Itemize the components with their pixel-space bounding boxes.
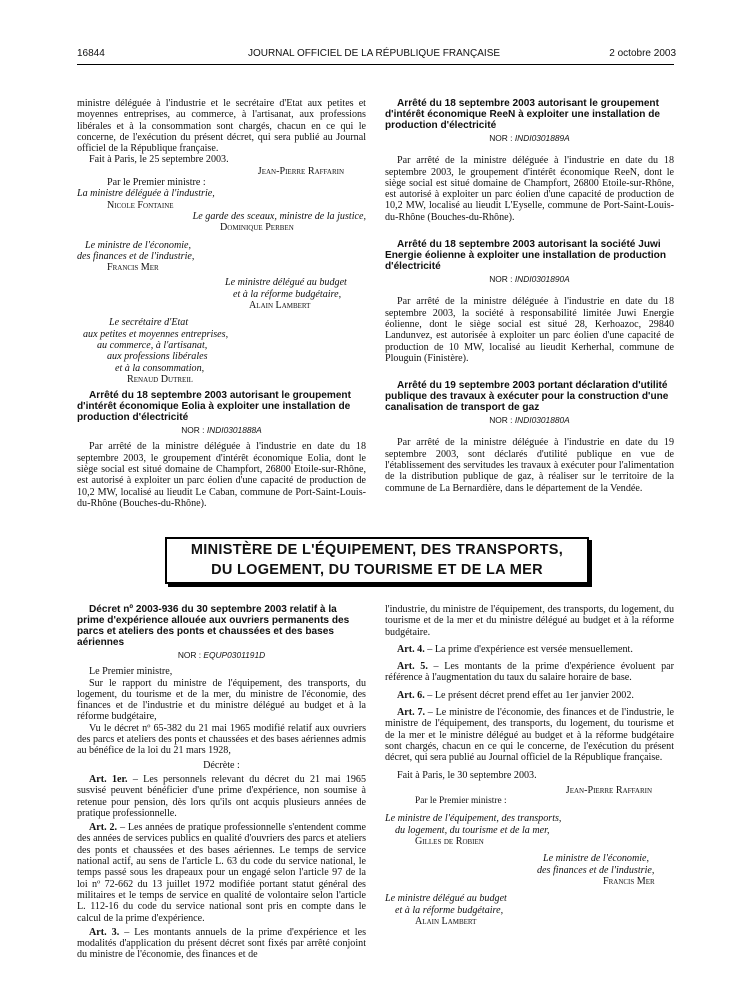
signatory-name: Alain Lambert	[249, 300, 311, 312]
article-2: Art. 2. – Les années de pratique professionnelle s'entendent comme des années de services publics en qualité d'ouvriers des parcs et ateliers des ponts et chaussées et des bases aériennes. Le temps de service national actif, au sens de l'article L. 63 du code du service national, le temps passé sous les drapeaux pour un engagé selon l'article 97 de la loi nº 72-662 du 13 juillet 1972 modifiée portant statut général des militaires et le temps de service en qualité de volontaire selon l'article L. 112-16 du code du service national sont pris en compte dans le calcul de la prime d'expérience.	[77, 822, 367, 924]
fait-a-paris: Fait à Paris, le 25 septembre 2003.	[89, 154, 229, 166]
article-3: Art. 3. – Les montants annuels de la prime d'expérience et les modalités d'application du présent décret sont fixés par arrêté conjoint du ministre de l'économie, des finances et de	[77, 926, 366, 961]
signatory-name: Dominique Perben	[220, 222, 294, 234]
signatory-title: Le garde des sceaux, ministre de la justice,	[192, 210, 366, 222]
article-4: Art. 4. – La prime d'expérience est versée mensuellement.	[397, 643, 633, 655]
signatory-title: des finances et de l'industrie,	[537, 864, 655, 876]
signatory-name: Francis Mer	[603, 875, 655, 887]
nor-reference: NOR : INDI0301890A	[489, 274, 570, 285]
arrete-title: Arrêté du 18 septembre 2003 autorisant le groupement d'intérêt économique ReeN à exploiter une installation de production d'électricité	[385, 98, 660, 131]
signatory-title: La ministre déléguée à l'industrie,	[77, 188, 215, 200]
par-premier-ministre: Par le Premier ministre :	[415, 796, 507, 807]
signatory-title: et à la réforme budgétaire,	[233, 288, 342, 300]
signatory-title: du logement, du tourisme et de la mer,	[395, 824, 550, 836]
header-rule	[77, 64, 674, 65]
signatory-title: et à la consommation,	[115, 362, 205, 374]
signatory-title: Le ministre de l'équipement, des transports,	[385, 813, 562, 825]
decrete: Décrète :	[203, 759, 240, 771]
signatory-name: Gilles de Robien	[415, 836, 484, 848]
signatory-title: Le ministre de l'économie,	[85, 239, 192, 251]
publication-date: 2 octobre 2003	[609, 48, 676, 59]
article-3-continued: l'industrie, du ministre de l'équipement, des transports, du logement, du tourisme et de la mer et du ministre délégué au budget et à la réforme budgétaire.	[385, 604, 674, 638]
signatory-name: Renaud Dutreil	[127, 373, 193, 385]
decree-continuation: ministre déléguée à l'industrie et le secrétaire d'Etat aux petites et moyennes entreprises, au commerce, à l'artisanat, aux professions libérales et à la consommation sont chargés, chacun en ce qui le concerne, de l'exécution du présent décret, qui sera publié au Journal officiel de la République française.	[77, 98, 366, 155]
article-1: Art. 1er. – Les personnels relevant du décret du 21 mai 1965 susvisé peuvent bénéficier d'une prime d'expérience, non soumise à retenue pour pension, dès lors qu'ils ont acquis plusieurs années de pratique professionnelle.	[77, 773, 366, 819]
nor-reference: NOR : INDI0301889A	[489, 133, 570, 143]
arrete-eolia	[77, 390, 366, 509]
signatory-title: Le ministre délégué au budget	[385, 893, 507, 905]
signatory-title: Le ministre de l'économie,	[543, 853, 650, 865]
decret-title: Décret nº 2003-936 du 30 septembre 2003 relatif à la prime d'expérience allouée aux ouvriers permanents des parcs et ateliers des ponts et chaussées et des bases aériennes	[77, 604, 350, 648]
decret-preamble: Vu le décret nº 65-382 du 21 mai 1965 modifié relatif aux ouvriers des parcs et ateliers des ponts et chaussées et des bases aériennes admis au bénéfice de la loi du 21 mars 1928,	[77, 722, 366, 757]
ministry-line: DU LOGEMENT, DU TOURISME ET DE LA MER	[211, 562, 543, 578]
decret-preamble: Le Premier ministre,	[89, 666, 173, 678]
arrete-body: Par arrêté de la ministre déléguée à l'industrie en date du 19 septembre 2003, sont déclarés d'utilité publique en vue de l'établissement des servitudes les travaux à exécuter pour l'alimentation de la distribution publique de gaz, à réaliser sur le territoire de la commune de La Bernardière, dans le département de la Vendée.	[385, 437, 674, 494]
arrete-title: Arrêté du 18 septembre 2003 autorisant la société Juwi Energie éolienne à exploiter une installation de production d'électricité	[385, 239, 666, 273]
lower-left-column	[77, 604, 366, 961]
signer-name: Jean-Pierre Raffarin	[565, 784, 652, 796]
arrete-body: Par arrêté de la ministre déléguée à l'industrie en date du 18 septembre 2003, la société à responsabilité limitée Juwi Energie éolienne, dont le siège social est situé 28, Kerhoazoc, 29840 Landunvez, est autorisée à exploiter un parc éolien d'une capacité de production de 10 MW, localisé au lieudit Kerherhal, commune de Plouguin (Finistère).	[385, 296, 674, 364]
signer-name: Jean-Pierre Raffarin	[257, 165, 344, 177]
signatory-name: Nicole Fontaine	[107, 199, 174, 211]
signatory-name: Alain Lambert	[415, 915, 477, 927]
nor-reference: NOR : INDI0301880A	[489, 415, 570, 426]
upper-right-column	[385, 98, 674, 504]
signatory-title: et à la réforme budgétaire,	[395, 904, 504, 916]
signatory-title: aux professions libérales	[107, 351, 208, 363]
arrete-body: Par arrêté de la ministre déléguée à l'industrie en date du 18 septembre 2003, le groupement d'intérêt économique Eolia, dont le siège social est situé domaine de Champfort, 26800 Etoile-sur-Rhône, est autorisé à exploiter un parc éolien d'une capacité de production de 10,2 MW, localisé au lieudit Le Caban, commune de Port-Saint-Louis-du-Rhône (Bouches-du-Rhône).	[77, 441, 366, 509]
lower-right-column	[385, 604, 674, 927]
upper-left-column	[77, 98, 366, 519]
signatory-name: Francis Mer	[107, 262, 159, 274]
ministry-heading	[165, 537, 589, 584]
arrete-reen	[385, 98, 674, 223]
nor-reference: NOR : EQUP0301191D	[177, 650, 266, 660]
arrete-body: Par arrêté de la ministre déléguée à l'industrie en date du 18 septembre 2003, le groupement d'intérêt économique ReeN, dont le siège social est situé domaine de Champfort, 26800 Etoile-sur-Rhône, est autorisé à exploiter un parc éolien d'une capacité de production de 10,2 MW, localisé au lieudit L'Eyselle, commune de Port-Saint-Louis-du-Rhône (Bouches-du-Rhône).	[385, 155, 674, 223]
article-7: Art. 7. – Le ministre de l'économie, des finances et de l'industrie, le ministre de l'équipement, des transports, du logement, du tourisme et de la mer et le ministre délégué au budget et à la réforme budgétaire sont chargés, chacun en ce qui le concerne, de l'exécution du présent décret, qui sera publié au Journal officiel de la République française.	[385, 707, 674, 764]
signatory-title: des finances et de l'industrie,	[77, 250, 195, 262]
journal-title: JOURNAL OFFICIEL DE LA RÉPUBLIQUE FRANÇAISE	[247, 48, 501, 59]
signatory-title: aux petites et moyennes entreprises,	[83, 328, 229, 340]
signatory-title: Le ministre délégué au budget	[225, 277, 347, 289]
arrete-title: Arrêté du 18 septembre 2003 autorisant le groupement d'intérêt économique Eolia à exploiter une installation de production d'électricité	[77, 390, 351, 424]
fait-a-paris: Fait à Paris, le 30 septembre 2003.	[397, 769, 537, 781]
signatory-title: au commerce, à l'artisanat,	[97, 339, 208, 351]
decret-preamble: Sur le rapport du ministre de l'équipement, des transports, du logement, du tourisme et de la mer, du ministre de l'économie, des finances et de l'industrie et du ministre délégué au budget et à la réforme budgétaire,	[77, 677, 366, 723]
par-premier-ministre: Par le Premier ministre :	[107, 177, 206, 189]
article-6: Art. 6. – Le présent décret prend effet au 1er janvier 2002.	[397, 689, 634, 701]
page-number: 16844	[77, 48, 105, 59]
page-header	[0, 48, 748, 64]
ministry-line: MINISTÈRE DE L'ÉQUIPEMENT, DES TRANSPORTS,	[190, 542, 564, 558]
nor-reference: NOR : INDI0301888A	[181, 425, 262, 436]
article-5: Art. 5. – Les montants de la prime d'expérience évoluent par référence à l'augmentation du taux du salaire horaire de base.	[385, 661, 674, 684]
arrete-title: Arrêté du 19 septembre 2003 portant déclaration d'utilité publique des travaux à exécuter pour la construction d'une canalisation de transport de gaz	[385, 380, 669, 414]
signatory-title: Le secrétaire d'Etat	[109, 317, 189, 329]
arrete-juwi	[385, 239, 674, 364]
arrete-gaz	[385, 380, 674, 494]
